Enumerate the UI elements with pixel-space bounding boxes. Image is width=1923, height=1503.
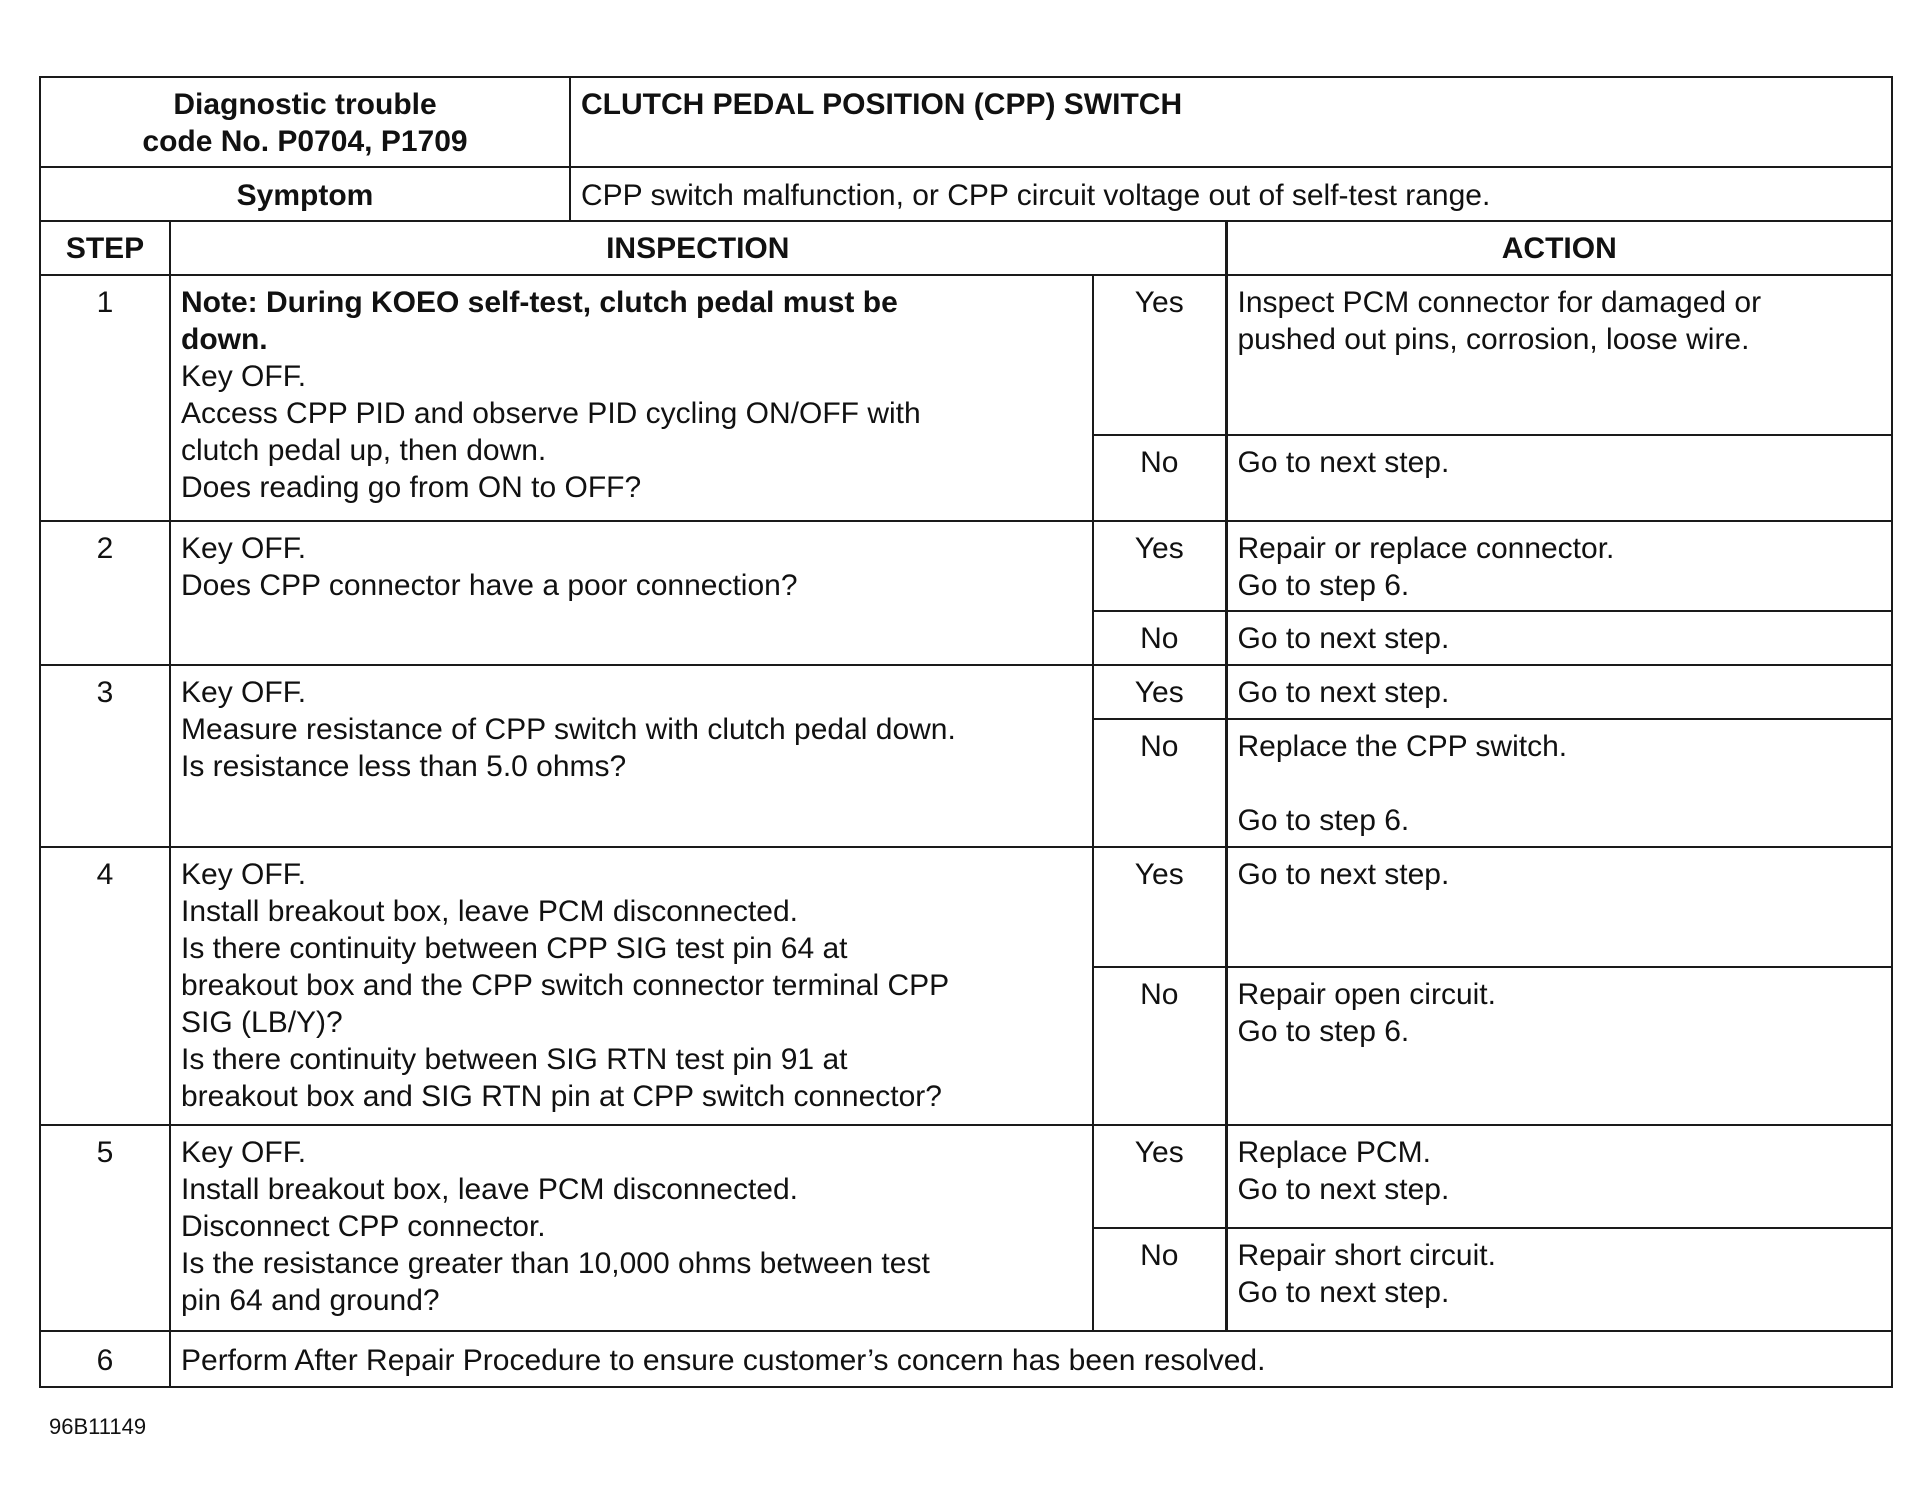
step-4-no-action [1226,967,1892,1125]
action-line: Repair short circuit. [1237,1239,1496,1272]
step-number: 2 [40,521,170,665]
no-label: No [1093,611,1226,665]
action-line: Go to next step. [1237,676,1450,709]
yes-label: Yes [1093,665,1226,719]
step-1-line: clutch pedal up, then down. [181,434,547,467]
no-label: No [1093,967,1226,1125]
action-line: Go to next step. [1237,1173,1450,1206]
step-5-yes-action [1226,1125,1892,1228]
step-1-yes-row [40,275,1892,435]
yes-label: Yes [1093,1125,1226,1228]
step-4-line: Is there continuity between CPP SIG test pin 64 at [181,932,848,965]
step-4-line: Install breakout box, leave PCM disconnected. [181,895,799,928]
step-5-line: Is the resistance greater than 10,000 ohms between test [181,1247,930,1280]
col-action-header: ACTION [1226,221,1892,275]
step-4-line: SIG (LB/Y)? [181,1006,343,1039]
action-line: Go to next step. [1237,622,1450,655]
step-4-yes-action [1226,847,1892,967]
step-5-line: Disconnect CPP connector. [181,1210,546,1243]
step-6-row [40,1331,1892,1387]
step-2-inspection [170,521,1093,665]
step-6-text: Perform After Repair Procedure to ensure customer’s concern has been resolved. [170,1331,1892,1387]
step-2-line: Does CPP connector have a poor connection? [181,569,798,602]
step-1-inspection [170,275,1093,521]
step-5-yes-row [40,1125,1892,1228]
spacer [1238,765,1882,802]
step-1-note-line1: Note: During KOEO self-test, clutch pedal must be [181,286,898,319]
step-3-line: Is resistance less than 5.0 ohms? [181,750,627,783]
action-line: Replace the CPP switch. [1237,730,1568,763]
action-line: Inspect PCM connector for damaged or [1237,286,1762,319]
action-line: Go to next step. [1237,1276,1450,1309]
diagnostic-table-sheet [39,76,1891,1388]
step-4-line: breakout box and SIG RTN pin at CPP switch connector? [181,1080,942,1113]
symptom-label: Symptom [40,167,570,221]
step-1-yes-action [1226,275,1892,435]
step-5-inspection [170,1125,1093,1331]
action-line: Go to step 6. [1237,1015,1410,1048]
action-line: Go to step 6. [1237,804,1410,837]
step-2-yes-action [1226,521,1892,611]
symptom-text: CPP switch malfunction, or CPP circuit voltage out of self-test range. [570,167,1892,221]
action-line: Repair open circuit. [1237,978,1496,1011]
yes-label: Yes [1093,521,1226,611]
no-label: No [1093,719,1226,847]
page-title: CLUTCH PEDAL POSITION (CPP) SWITCH [570,77,1892,167]
yes-label: Yes [1093,275,1226,435]
step-2-line: Key OFF. [181,532,307,565]
step-5-line: pin 64 and ground? [181,1284,440,1317]
step-4-line: Is there continuity between SIG RTN test pin 91 at [181,1043,848,1076]
symptom-row [40,167,1892,221]
step-4-line: Key OFF. [181,858,307,891]
action-line: pushed out pins, corrosion, loose wire. [1237,323,1750,356]
dtc-label-cell [40,77,570,167]
diagnostic-table [39,76,1893,1388]
yes-label: Yes [1093,847,1226,967]
step-2-no-action [1226,611,1892,665]
dtc-label-line1: Diagnostic trouble [173,88,437,121]
header-row [40,77,1892,167]
step-number: 6 [40,1331,170,1387]
step-5-no-action [1226,1228,1892,1331]
step-5-line: Key OFF. [181,1136,307,1169]
no-label: No [1093,1228,1226,1331]
step-1-line: Key OFF. [181,360,307,393]
step-number: 3 [40,665,170,847]
step-number: 1 [40,275,170,521]
action-line: Repair or replace connector. [1237,532,1615,565]
column-header-row [40,221,1892,275]
step-number: 4 [40,847,170,1125]
step-number: 5 [40,1125,170,1331]
action-line: Go to next step. [1237,446,1450,479]
action-line: Go to step 6. [1237,569,1410,602]
step-3-yes-row [40,665,1892,719]
step-1-note-line2: down. [181,323,268,356]
no-label: No [1093,435,1226,521]
step-3-line: Measure resistance of CPP switch with clutch pedal down. [181,713,956,746]
step-4-inspection [170,847,1093,1125]
step-3-yes-action [1226,665,1892,719]
step-2-yes-row [40,521,1892,611]
step-5-line: Install breakout box, leave PCM disconnected. [181,1173,799,1206]
step-1-line: Access CPP PID and observe PID cycling ON/OFF with [181,397,921,430]
step-4-line: breakout box and the CPP switch connector terminal CPP [181,969,950,1002]
step-3-line: Key OFF. [181,676,307,709]
step-4-yes-row [40,847,1892,967]
action-line: Replace PCM. [1237,1136,1431,1169]
step-3-inspection [170,665,1093,847]
figure-id: 96B11149 [49,1414,147,1439]
step-1-no-action [1226,435,1892,521]
step-1-line: Does reading go from ON to OFF? [181,471,642,504]
col-step-header: STEP [40,221,170,275]
dtc-label-line2: code No. P0704, P1709 [142,125,468,158]
action-line: Go to next step. [1237,858,1450,891]
step-3-no-action [1226,719,1892,847]
col-inspection-header: INSPECTION [170,221,1226,275]
